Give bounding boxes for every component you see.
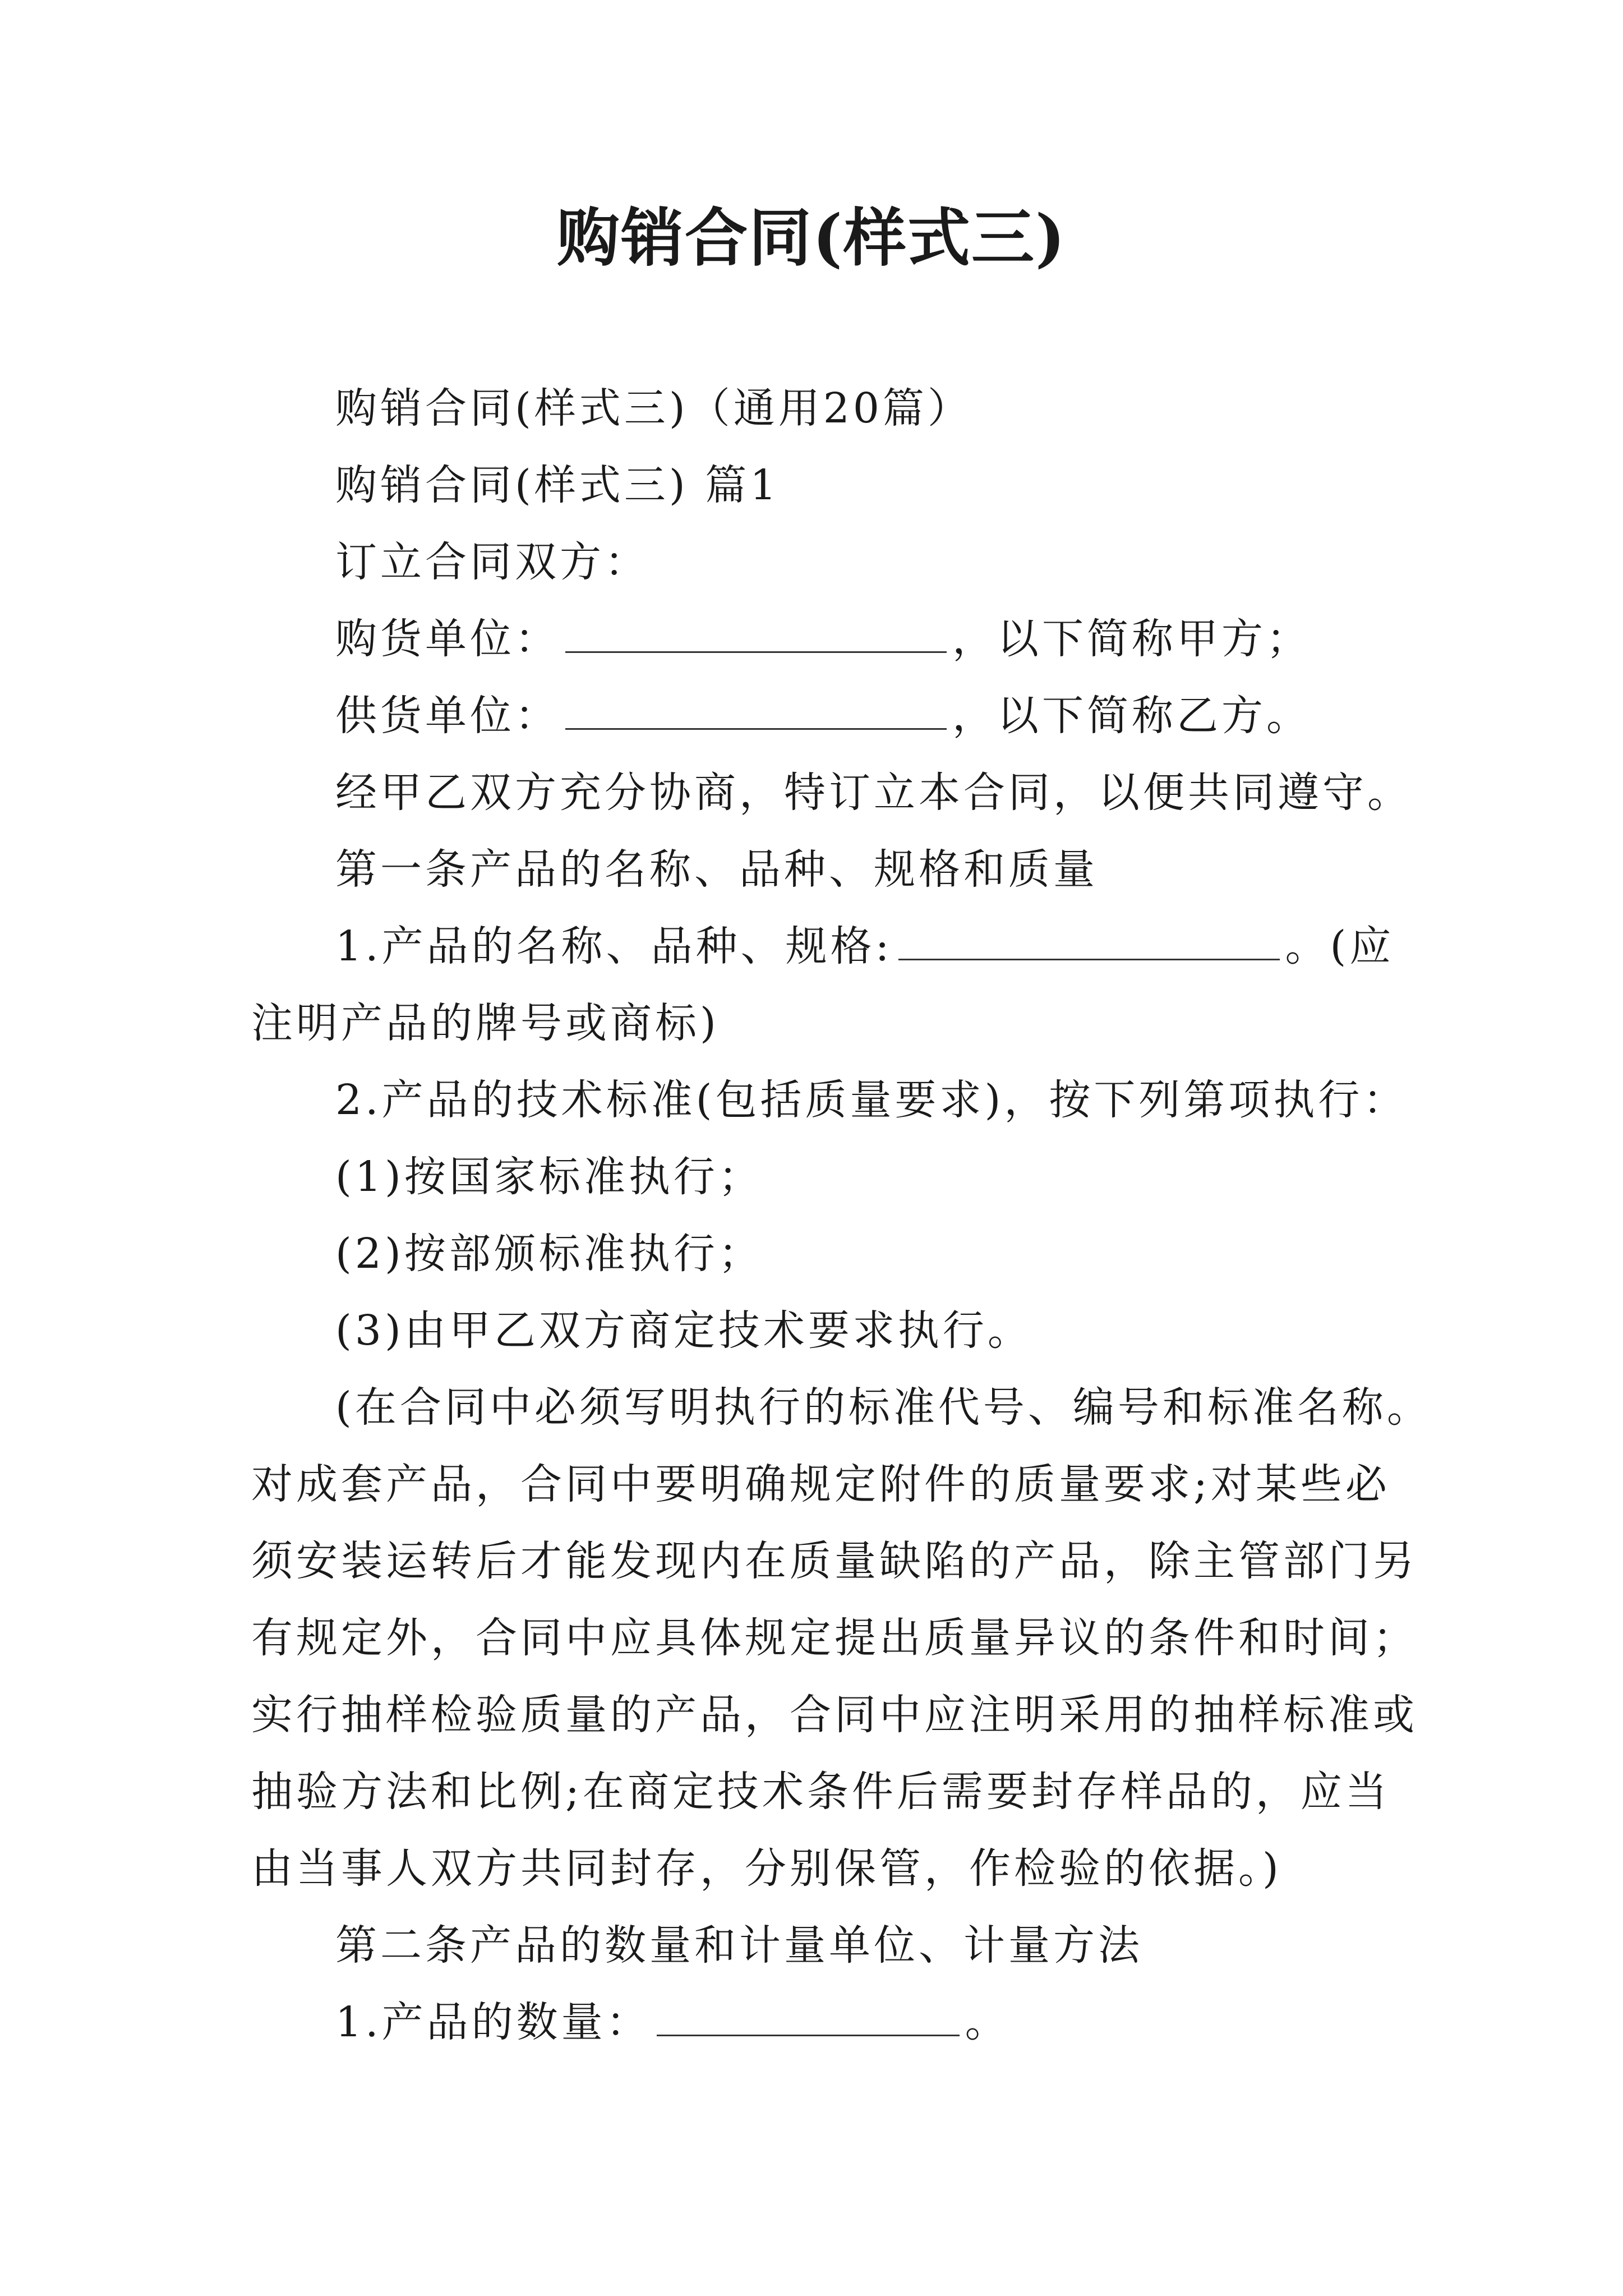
line-option-2: (2)按部颁标准执行； — [335, 1230, 763, 1278]
supplier-suffix: ，以下简称乙方。 — [952, 692, 1311, 740]
buyer-blank — [565, 618, 947, 653]
line-note-7: 由当事人双方共同封存，分别保管，作检验的依据。) — [251, 1844, 1282, 1893]
supplier-label: 供货单位： — [335, 692, 560, 740]
buyer-suffix: ，以下简称甲方； — [952, 615, 1311, 663]
line-note-4: 有规定外，合同中应具体规定提出质量异议的条件和时间； — [251, 1614, 1418, 1662]
document-body — [251, 370, 1432, 2061]
line-note-6: 抽验方法和比例;在商定技术条件后需要封存样品的，应当 — [251, 1768, 1390, 1816]
product-name-label: 1.产品的名称、品种、规格: — [335, 922, 893, 970]
line-parties: 订立合同双方： — [335, 538, 649, 586]
line-product-name-cont: 注明产品的牌号或商标) — [251, 999, 720, 1047]
line-option-1: (1)按国家标准执行； — [335, 1153, 763, 1201]
line-article-2: 第二条产品的数量和计量单位、计量方法 — [335, 1921, 1143, 1970]
buyer-label: 购货单位： — [335, 615, 560, 663]
product-name-suffix: 。(应 — [1285, 922, 1395, 970]
line-note-2: 对成套产品，合同中要明确规定附件的质量要求;对某些必 — [251, 1460, 1390, 1508]
line-subtitle: 购销合同(样式三)（通用20篇） — [335, 384, 972, 432]
quantity-blank — [657, 2001, 960, 2036]
quantity-label: 1.产品的数量： — [335, 1998, 651, 2046]
line-product-name — [251, 908, 1395, 985]
line-option-3: (3)由甲乙双方商定技术要求执行。 — [335, 1306, 1032, 1355]
product-name-blank — [898, 925, 1280, 960]
line-buyer — [251, 601, 1384, 678]
line-note-5: 实行抽样检验质量的产品，合同中应注明采用的抽样标准或 — [251, 1691, 1418, 1739]
supplier-blank — [565, 694, 947, 730]
line-supplier — [251, 678, 1384, 754]
line-section-heading: 购销合同(样式三) 篇1 — [335, 461, 780, 509]
line-tech-standard: 2.产品的技术标准(包括质量要求)，按下列第项执行： — [335, 1076, 1408, 1124]
document-title: 购销合同(样式三) — [557, 201, 1066, 275]
line-article-1: 第一条产品的名称、品种、规格和质量 — [335, 845, 1098, 894]
line-agreement: 经甲乙双方充分协商，特订立本合同，以便共同遵守。 — [335, 769, 1412, 817]
line-note-3: 须安装运转后才能发现内在质量缺陷的产品，除主管部门另 — [251, 1537, 1418, 1585]
line-quantity — [251, 1984, 1384, 2061]
quantity-suffix: 。 — [965, 1998, 1010, 2046]
line-note-1: (在合同中必须写明执行的标准代号、编号和标准名称。 — [335, 1383, 1432, 1432]
